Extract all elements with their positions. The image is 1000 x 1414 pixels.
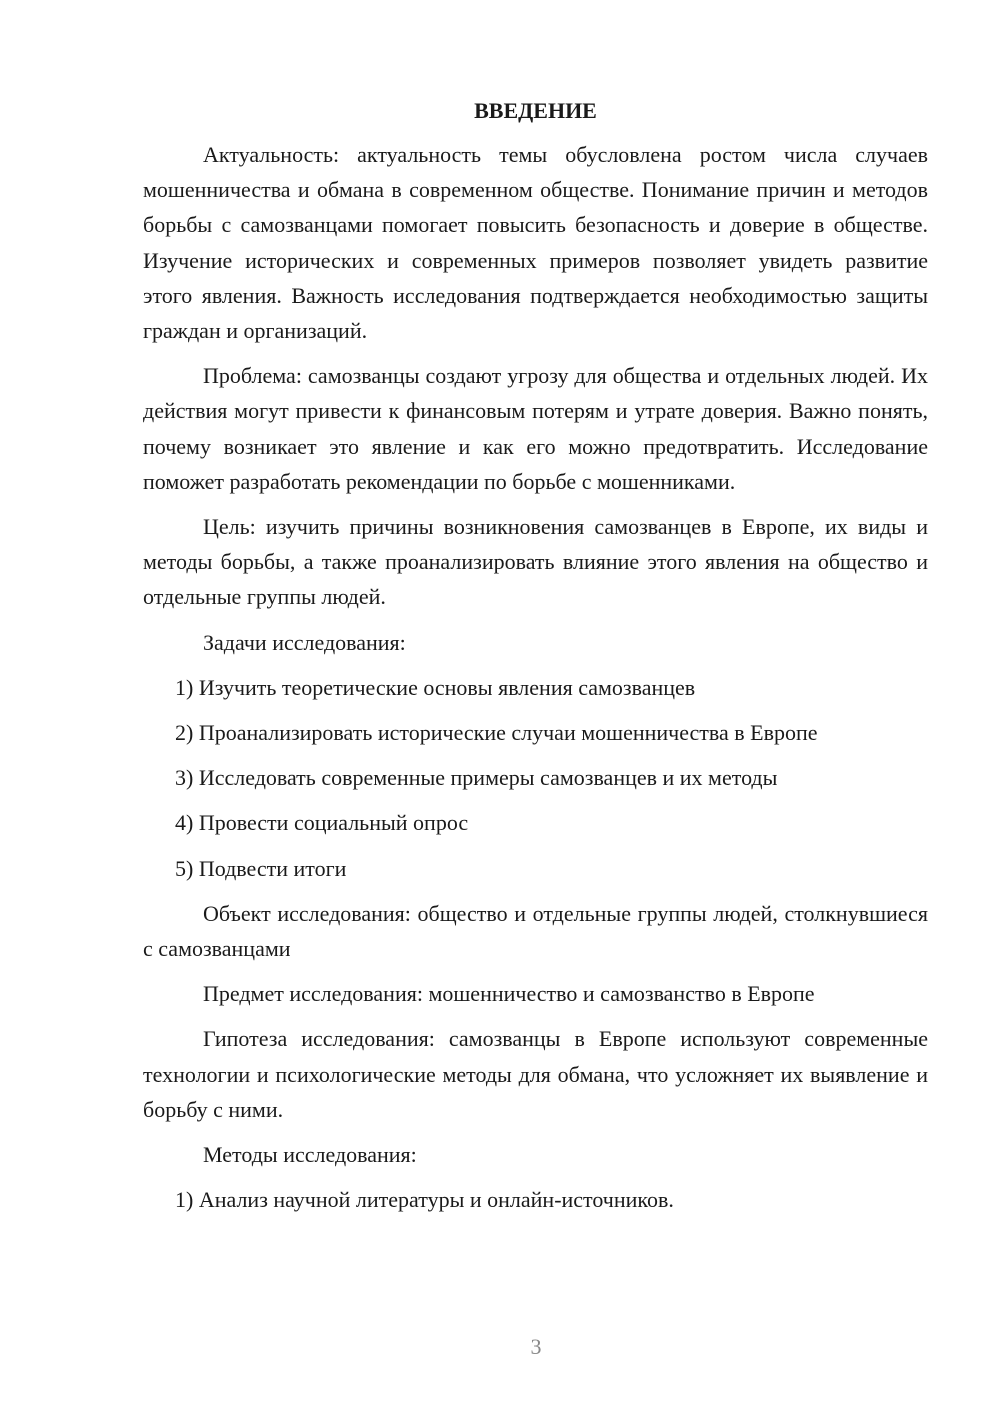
page-title: ВВЕДЕНИЕ bbox=[474, 98, 597, 123]
paragraph-problem: Проблема: самозванцы создают угрозу для общества и отдельных людей. Их действия могут привести к финансовым потерям и утрате доверия. Важно понять, почему возникает это явление и как его можно предотвратить. Исследование поможет разработать рекомендации по борьбе с мошенниками. bbox=[143, 363, 928, 494]
paragraph-subject: Предмет исследования: мошенничество и самозванство в Европе bbox=[203, 981, 815, 1007]
paragraph-hypothesis: Гипотеза исследования: самозванцы в Европе используют современные технологии и психологические методы для обмана, что усложняет их выявление и борьбу с ними. bbox=[143, 1026, 928, 1122]
page-number-text: 3 bbox=[530, 1334, 542, 1359]
list-item: 1) Изучить теоретические основы явления самозванцев bbox=[175, 674, 696, 700]
list-item: 2) Проанализировать исторические случаи мошенничества в Европе bbox=[175, 720, 818, 746]
list-item: 1) Анализ научной литературы и онлайн-источников. bbox=[175, 1187, 674, 1213]
paragraph-relevance: Актуальность: актуальность темы обусловлена ростом числа случаев мошенничества и обмана в современном обществе. Понимание причин и методов борьбы с самозванцами помогает повысить безопасность и доверие в обществе. Изучение исторических и современных примеров позволяет увидеть развитие этого явления. Важность исследования подтверждается необходимостью защиты граждан и организаций. bbox=[143, 142, 928, 344]
list-item: 3) Исследовать современные примеры самозванцев и их методы bbox=[175, 765, 778, 791]
methods-list bbox=[143, 1182, 928, 1217]
tasks-heading: Задачи исследования: bbox=[203, 629, 406, 655]
page-number bbox=[0, 1334, 1000, 1360]
paragraph-goal: Цель: изучить причины возникновения самозванцев в Европе, их виды и методы борьбы, а также проанализировать влияние этого явления на общество и отдельные группы людей. bbox=[143, 514, 928, 610]
methods-heading: Методы исследования: bbox=[203, 1142, 417, 1168]
list-item: 4) Провести социальный опрос bbox=[175, 810, 469, 836]
paragraph-object: Объект исследования: общество и отдельные группы людей, столкнувшиеся с самозванцами bbox=[143, 900, 928, 962]
tasks-list bbox=[143, 670, 928, 886]
page-content bbox=[143, 95, 928, 1227]
list-item: 5) Подвести итоги bbox=[175, 855, 347, 881]
